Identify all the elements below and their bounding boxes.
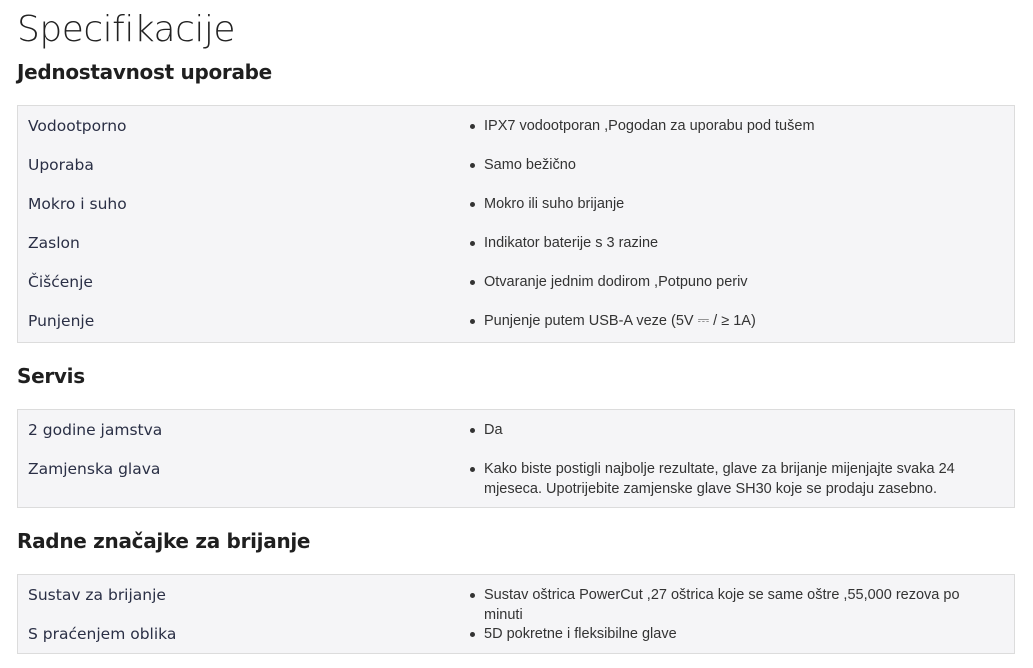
spec-value: Samo bežično: [469, 155, 999, 175]
spec-value-list: [469, 155, 999, 175]
spec-value-list: [469, 116, 999, 136]
spec-label: Sustav za brijanje: [28, 586, 166, 604]
spec-table-ease-of-use: [17, 105, 1015, 343]
spec-table-service: [17, 409, 1015, 508]
spec-table-shaving-performance: [17, 574, 1015, 654]
spec-value-list: [469, 459, 999, 499]
spec-value: Mokro ili suho brijanje: [469, 194, 999, 214]
spec-value-list: [469, 272, 999, 292]
spec-value: Punjenje putem USB-A veze (5V ⎓ / ≥ 1A): [469, 311, 999, 331]
spec-value: Da: [469, 420, 999, 440]
spec-value: Kako biste postigli najbolje rezultate, glave za brijanje mijenjajte svaka 24 mjeseca. Upotrijebite zamjenske glave SH30 koje se prodaju zasebno.: [469, 459, 999, 499]
spec-label: Zaslon: [28, 234, 80, 252]
spec-label: Punjenje: [28, 312, 95, 330]
spec-label: Mokro i suho: [28, 195, 127, 213]
spec-label: Vodootporno: [28, 117, 127, 135]
spec-value: Sustav oštrica PowerCut ,27 oštrica koje se same oštre ,55,000 rezova po minuti: [469, 585, 999, 625]
spec-value-list: [469, 624, 999, 644]
spec-value: IPX7 vodootporan ,Pogodan za uporabu pod tušem: [469, 116, 999, 136]
spec-label: Uporaba: [28, 156, 94, 174]
spec-value-list: [469, 194, 999, 214]
spec-value: Indikator baterije s 3 razine: [469, 233, 999, 253]
spec-value: Otvaranje jednim dodirom ,Potpuno periv: [469, 272, 999, 292]
spec-value-list: [469, 420, 999, 440]
spec-value: 5D pokretne i fleksibilne glave: [469, 624, 999, 644]
spec-label: Zamjenska glava: [28, 460, 161, 478]
spec-label: 2 godine jamstva: [28, 421, 163, 439]
section-title-service: Servis: [17, 364, 85, 388]
spec-label: S praćenjem oblika: [28, 625, 177, 643]
section-title-shaving-performance: Radne značajke za brijanje: [17, 529, 311, 553]
spec-value-list: [469, 233, 999, 253]
section-title-ease-of-use: Jednostavnost uporabe: [17, 60, 272, 84]
spec-value-list: [469, 585, 999, 625]
spec-value-list: [469, 311, 999, 331]
page-title: Specifikacije: [17, 9, 236, 50]
spec-label: Čišćenje: [28, 273, 93, 291]
